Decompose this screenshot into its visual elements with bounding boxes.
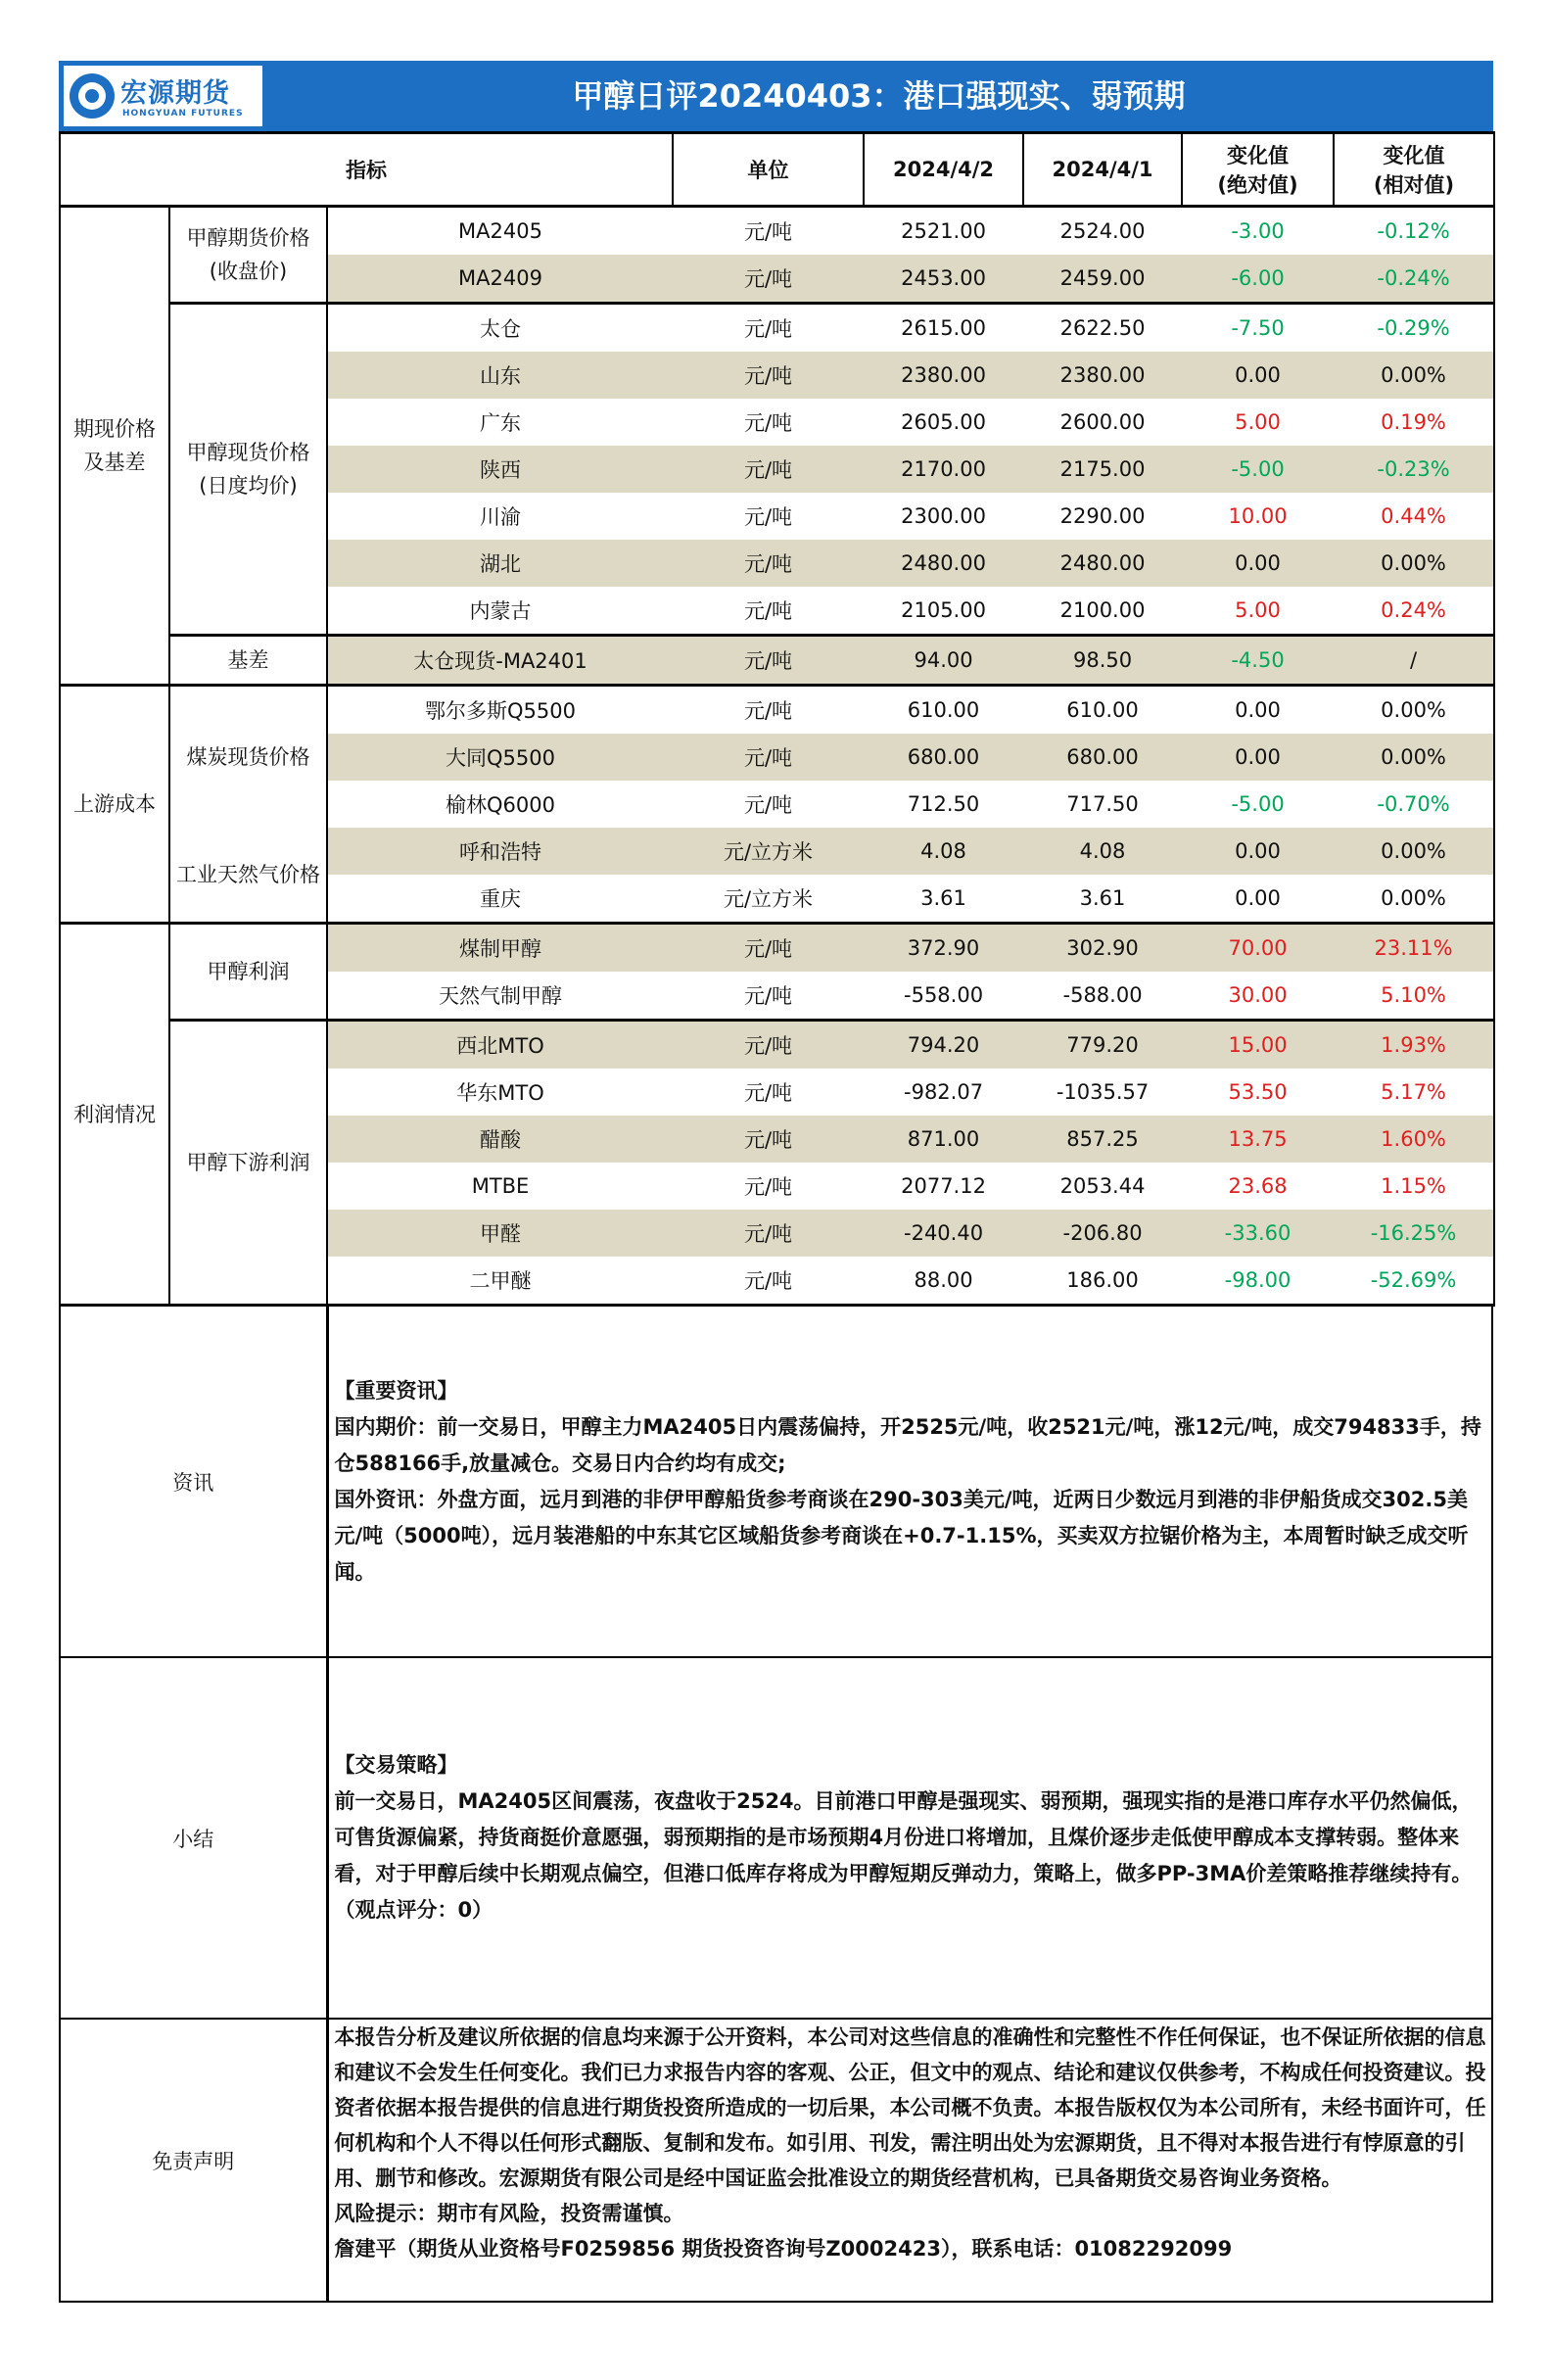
- subgroup-futures-line2: (收盘价): [209, 260, 288, 283]
- subgroup-basis: 基差: [169, 636, 327, 686]
- report-sheet: [59, 61, 1493, 2303]
- subgroup-profit: 甲醇利润: [169, 924, 327, 1021]
- row-rel-change: 0.44%: [1334, 493, 1494, 540]
- row-rel-change: -0.12%: [1334, 207, 1494, 256]
- row-abs-change: 5.00: [1182, 587, 1334, 636]
- row-unit: 元/吨: [673, 352, 864, 399]
- row-value-date2: 302.90: [1023, 924, 1182, 973]
- row-value-date1: 794.20: [864, 1021, 1023, 1070]
- row-value-date2: 2100.00: [1023, 587, 1182, 636]
- subgroup-downstream: 甲醇下游利润: [169, 1021, 327, 1306]
- row-name: 重庆: [327, 875, 673, 924]
- commentary-blocks: [59, 1307, 1493, 2303]
- row-name: 华东MTO: [456, 1081, 544, 1105]
- indicator-table: [59, 131, 1495, 1307]
- row-value-date1: 2170.00: [864, 446, 1023, 493]
- row-abs-change: 0.00: [1182, 352, 1334, 399]
- row-value-date1: 610.00: [907, 698, 980, 722]
- col-header-date2: 2024/4/1: [1023, 133, 1182, 207]
- row-unit: 元/吨: [673, 972, 864, 1021]
- row-rel-change: 0.00%: [1334, 875, 1494, 924]
- row-unit: 元/吨: [743, 793, 793, 817]
- row-name: 二甲醚: [327, 1257, 673, 1306]
- col-header-date1: 2024/4/2: [864, 133, 1023, 207]
- row-rel-change: -0.23%: [1334, 446, 1494, 493]
- row-name: MA2405: [458, 219, 542, 243]
- col-header-abs-line1: 变化值: [1227, 144, 1290, 167]
- row-rel-change: 0.00%: [1334, 352, 1494, 399]
- row-unit: 元/吨: [673, 1021, 864, 1070]
- table-row: [60, 924, 1494, 973]
- row-value-date2: 2175.00: [1023, 446, 1182, 493]
- group-label-profit: 利润情况: [60, 924, 169, 1306]
- row-value-date1: 680.00: [864, 734, 1023, 781]
- subgroup-spot-line2: (日度均价): [199, 474, 298, 498]
- row-abs-change: 15.00: [1182, 1021, 1334, 1070]
- row-value-date1: 4.08: [864, 828, 1023, 875]
- row-value-date1: 2615.00: [901, 316, 986, 340]
- row-rel-change: 0.19%: [1334, 399, 1494, 446]
- disclaimer-label: 免责声明: [60, 2019, 327, 2302]
- row-rel-change: 1.60%: [1334, 1116, 1494, 1163]
- row-unit: 元/吨: [743, 1175, 793, 1199]
- row-unit: 元/吨: [743, 505, 793, 529]
- summary-heading: 【交易策略】: [334, 1753, 458, 1777]
- row-abs-change: -98.00: [1182, 1257, 1334, 1306]
- row-rel-change: 1.93%: [1334, 1021, 1494, 1070]
- table-header-row: [60, 133, 1494, 207]
- row-abs-change: -3.00: [1231, 219, 1285, 243]
- row-name: 煤制甲醇: [327, 924, 673, 973]
- group-label-price-basis-line1: 期现价格: [73, 417, 156, 441]
- row-abs-change: 0.00: [1182, 540, 1334, 587]
- row-unit: 元/吨: [743, 699, 793, 723]
- row-abs-change: 0.00: [1182, 875, 1334, 924]
- row-value-date1: 2453.00: [864, 255, 1023, 304]
- row-abs-change: -7.50: [1231, 316, 1285, 340]
- row-rel-change: 5.10%: [1334, 972, 1494, 1021]
- news-heading: 【重要资讯】: [334, 1378, 458, 1403]
- table-row: [60, 828, 1494, 875]
- row-value-date2: -206.80: [1023, 1210, 1182, 1257]
- analyst-info: 詹建平（期货从业资格号F0259856 期货投资咨询号Z0002423），联系电话：01082292099: [334, 2237, 1233, 2261]
- row-abs-change: 0.00: [1235, 698, 1281, 722]
- row-unit: 元/立方米: [673, 828, 864, 875]
- row-value-date1: 372.90: [864, 924, 1023, 973]
- news-section: [60, 1307, 1492, 1657]
- report-header: [59, 61, 1493, 131]
- row-value-date1: 2300.00: [901, 504, 986, 528]
- row-name: 醋酸: [327, 1116, 673, 1163]
- row-value-date2: 680.00: [1023, 734, 1182, 781]
- row-value-date2: 2290.00: [1059, 504, 1146, 528]
- row-value-date1: -982.07: [904, 1080, 984, 1104]
- row-unit: 元/吨: [673, 1210, 864, 1257]
- row-value-date1: 3.61: [864, 875, 1023, 924]
- row-abs-change: -6.00: [1182, 255, 1334, 304]
- logo-mark-icon: [70, 73, 115, 119]
- disclaimer-section: [60, 2019, 1492, 2302]
- row-value-date2: 2480.00: [1023, 540, 1182, 587]
- group-label-price-basis-line2: 及基差: [83, 451, 146, 474]
- row-value-date1: 712.50: [907, 792, 980, 816]
- row-name: 湖北: [327, 540, 673, 587]
- row-value-date2: 717.50: [1066, 792, 1139, 816]
- report-title: 甲醇日评20240403：港口强现实、弱预期: [572, 77, 1186, 115]
- row-unit: 元/吨: [673, 1116, 864, 1163]
- row-abs-change: -5.00: [1182, 446, 1334, 493]
- row-abs-change: -5.00: [1231, 792, 1285, 816]
- row-name: 甲醛: [327, 1210, 673, 1257]
- row-value-date1: 2605.00: [901, 410, 986, 434]
- row-unit: 元/吨: [743, 1081, 793, 1105]
- row-abs-change: 23.68: [1228, 1174, 1288, 1198]
- row-value-date2: 3.61: [1023, 875, 1182, 924]
- row-value-date2: 186.00: [1023, 1257, 1182, 1306]
- row-value-date1: 94.00: [864, 636, 1023, 686]
- row-value-date1: 2077.12: [901, 1174, 986, 1198]
- group-label-price-basis: [60, 207, 169, 686]
- summary-section: [60, 1657, 1492, 2019]
- row-rel-change: -0.24%: [1334, 255, 1494, 304]
- row-rel-change: /: [1334, 636, 1494, 686]
- row-name: 太仓现货-MA2401: [327, 636, 673, 686]
- col-header-unit: 单位: [673, 133, 864, 207]
- row-unit: 元/吨: [673, 636, 864, 686]
- row-name: 山东: [327, 352, 673, 399]
- col-header-indicator: 指标: [60, 133, 673, 207]
- row-abs-change: 53.50: [1228, 1080, 1288, 1104]
- table-row: [60, 686, 1494, 735]
- row-rel-change: 0.00%: [1334, 540, 1494, 587]
- row-value-date2: 98.50: [1023, 636, 1182, 686]
- row-abs-change: 5.00: [1235, 410, 1281, 434]
- row-name: 川渝: [480, 505, 522, 529]
- row-value-date2: 857.25: [1023, 1116, 1182, 1163]
- row-unit: 元/吨: [673, 1257, 864, 1306]
- row-unit: 元/吨: [743, 411, 793, 435]
- row-value-date2: 4.08: [1023, 828, 1182, 875]
- row-value-date1: 2105.00: [864, 587, 1023, 636]
- row-name: 内蒙古: [327, 587, 673, 636]
- summary-content: [327, 1657, 1492, 2019]
- risk-notice: 风险提示：期市有风险，投资需谨慎。: [334, 2202, 684, 2225]
- row-name: 西北MTO: [327, 1021, 673, 1070]
- row-value-date2: 2622.50: [1059, 316, 1146, 340]
- row-name: 呼和浩特: [327, 828, 673, 875]
- col-header-abs-change: [1182, 133, 1334, 207]
- row-abs-change: 70.00: [1182, 924, 1334, 973]
- row-unit: 元/吨: [673, 446, 864, 493]
- row-value-date2: 2380.00: [1023, 352, 1182, 399]
- news-foreign: 国外资讯：外盘方面，远月到港的非伊甲醇船货参考商谈在290-303美元/吨，近两日少数远月到港的非伊船货成交302.5美元/吨（5000吨），远月装港船的中东其它区域船货参考商谈在+0.7-1.15%，买卖双方拉锯价格为主，本周暂时缺乏成交听闻。: [334, 1487, 1469, 1584]
- row-value-date2: 610.00: [1066, 698, 1139, 722]
- col-header-rel-change: [1334, 133, 1494, 207]
- disclaimer-body: 本报告分析及建议所依据的信息均来源于公开资料，本公司对这些信息的准确性和完整性不作任何保证，也不保证所依据的信息和建议不会发生任何变化。我们已力求报告内容的客观、公正，但文中的观点、结论和建议仅供参考，不构成任何投资建议。投资者依据本报告提供的信息进行期货投资所造成的一切后果，本公司概不负责。本报告版权仅为本公司所有，未经书面许可，任何机构和个人不得以任何形式翻版、复制和发布。如引用、刊发，需注明出处为宏源期货，且不得对本报告进行有悖原意的引用、删节和修改。宏源期货有限公司是经中国证监会批准设立的期货经营机构，已具备期货交易咨询业务资格。: [334, 2025, 1486, 2190]
- summary-label: 小结: [60, 1657, 327, 2019]
- row-name: 陕西: [327, 446, 673, 493]
- col-header-rel-line2: (相对值): [1373, 173, 1455, 197]
- row-name: 大同Q5500: [327, 734, 673, 781]
- row-name: 天然气制甲醇: [327, 972, 673, 1021]
- subgroup-coal: 煤炭现货价格: [169, 686, 327, 829]
- col-header-abs-line2: (绝对值): [1217, 173, 1298, 197]
- row-name: MA2409: [327, 255, 673, 304]
- row-rel-change: 0.00%: [1334, 828, 1494, 875]
- table-row: [60, 304, 1494, 353]
- row-value-date2: -588.00: [1023, 972, 1182, 1021]
- logo-text-cn: 宏源期货: [120, 78, 230, 109]
- row-abs-change: 10.00: [1228, 504, 1288, 528]
- table-row: [60, 1021, 1494, 1070]
- row-name: 太仓: [480, 317, 522, 341]
- row-value-date2: 2459.00: [1023, 255, 1182, 304]
- table-row: [60, 636, 1494, 686]
- news-content: [327, 1307, 1492, 1657]
- row-value-date2: 2600.00: [1059, 410, 1146, 434]
- subgroup-futures: [169, 207, 327, 304]
- row-rel-change: -52.69%: [1334, 1257, 1494, 1306]
- company-logo: [63, 65, 263, 127]
- row-unit: 元/吨: [743, 317, 793, 341]
- row-rel-change: -0.70%: [1334, 781, 1494, 828]
- row-value-date1: -558.00: [864, 972, 1023, 1021]
- row-name: 广东: [480, 411, 522, 435]
- subgroup-spot: [169, 304, 327, 636]
- subgroup-gas: 工业天然气价格: [169, 828, 327, 924]
- summary-body: 前一交易日，MA2405区间震荡，夜盘收于2524。目前港口甲醇是强现实、弱预期，强现实指的是港口库存水平仍然偏低，可售货源偏紧，持货商挺价意愿强，弱预期指的是市场预期4月份进口将增加，且煤价逐步走低使甲醇成本支撑转弱。整体来看，对于甲醇后续中长期观点偏空，但港口低库存将成为甲醇短期反弹动力，策略上，做多PP-3MA价差策略推荐继续持有。（观点评分：0）: [334, 1789, 1473, 1922]
- row-value-date2: 2524.00: [1059, 219, 1146, 243]
- row-value-date1: -240.40: [864, 1210, 1023, 1257]
- col-header-rel-line1: 变化值: [1383, 144, 1445, 167]
- logo-text-en: HONGYUAN FUTURES: [122, 109, 244, 119]
- row-value-date2: 2053.44: [1059, 1174, 1146, 1198]
- row-unit: 元/立方米: [673, 875, 864, 924]
- row-abs-change: 0.00: [1182, 734, 1334, 781]
- row-rel-change: 1.15%: [1334, 1163, 1494, 1210]
- row-value-date1: 2521.00: [901, 219, 986, 243]
- table-row: [60, 207, 1494, 256]
- row-name: MTBE: [471, 1174, 530, 1198]
- subgroup-spot-line1: 甲醇现货价格: [186, 441, 310, 464]
- row-abs-change: -33.60: [1182, 1210, 1334, 1257]
- row-abs-change: -4.50: [1182, 636, 1334, 686]
- row-unit: 元/吨: [743, 220, 793, 244]
- row-rel-change: 0.00%: [1334, 686, 1494, 735]
- row-value-date2: 779.20: [1023, 1021, 1182, 1070]
- row-unit: 元/吨: [673, 734, 864, 781]
- row-rel-change: 0.00%: [1334, 734, 1494, 781]
- row-value-date1: 2480.00: [864, 540, 1023, 587]
- row-rel-change: 23.11%: [1334, 924, 1494, 973]
- row-abs-change: 13.75: [1182, 1116, 1334, 1163]
- group-label-upstream-cost: 上游成本: [60, 686, 169, 924]
- row-value-date1: 2380.00: [864, 352, 1023, 399]
- row-unit: 元/吨: [673, 540, 864, 587]
- disclaimer-content: [327, 2019, 1492, 2302]
- news-label: 资讯: [60, 1307, 327, 1657]
- row-unit: 元/吨: [673, 587, 864, 636]
- row-abs-change: 0.00: [1182, 828, 1334, 875]
- subgroup-futures-line1: 甲醇期货价格: [186, 226, 310, 250]
- row-rel-change: 0.24%: [1334, 587, 1494, 636]
- row-unit: 元/吨: [673, 924, 864, 973]
- row-abs-change: 30.00: [1182, 972, 1334, 1021]
- row-rel-change: -0.29%: [1334, 304, 1494, 353]
- row-name: 榆林Q6000: [446, 793, 555, 817]
- row-rel-change: -16.25%: [1334, 1210, 1494, 1257]
- row-name: 鄂尔多斯Q5500: [425, 699, 576, 723]
- row-rel-change: 5.17%: [1334, 1069, 1494, 1116]
- row-value-date1: 88.00: [864, 1257, 1023, 1306]
- row-value-date1: 871.00: [864, 1116, 1023, 1163]
- row-value-date2: -1035.57: [1056, 1080, 1150, 1104]
- row-unit: 元/吨: [673, 255, 864, 304]
- news-domestic: 国内期价：前一交易日，甲醇主力MA2405日内震荡偏持，开2525元/吨，收2521元/吨，涨12元/吨，成交794833手，持仓588166手,放量减仓。交易日内合约均有成交;: [334, 1414, 1481, 1475]
